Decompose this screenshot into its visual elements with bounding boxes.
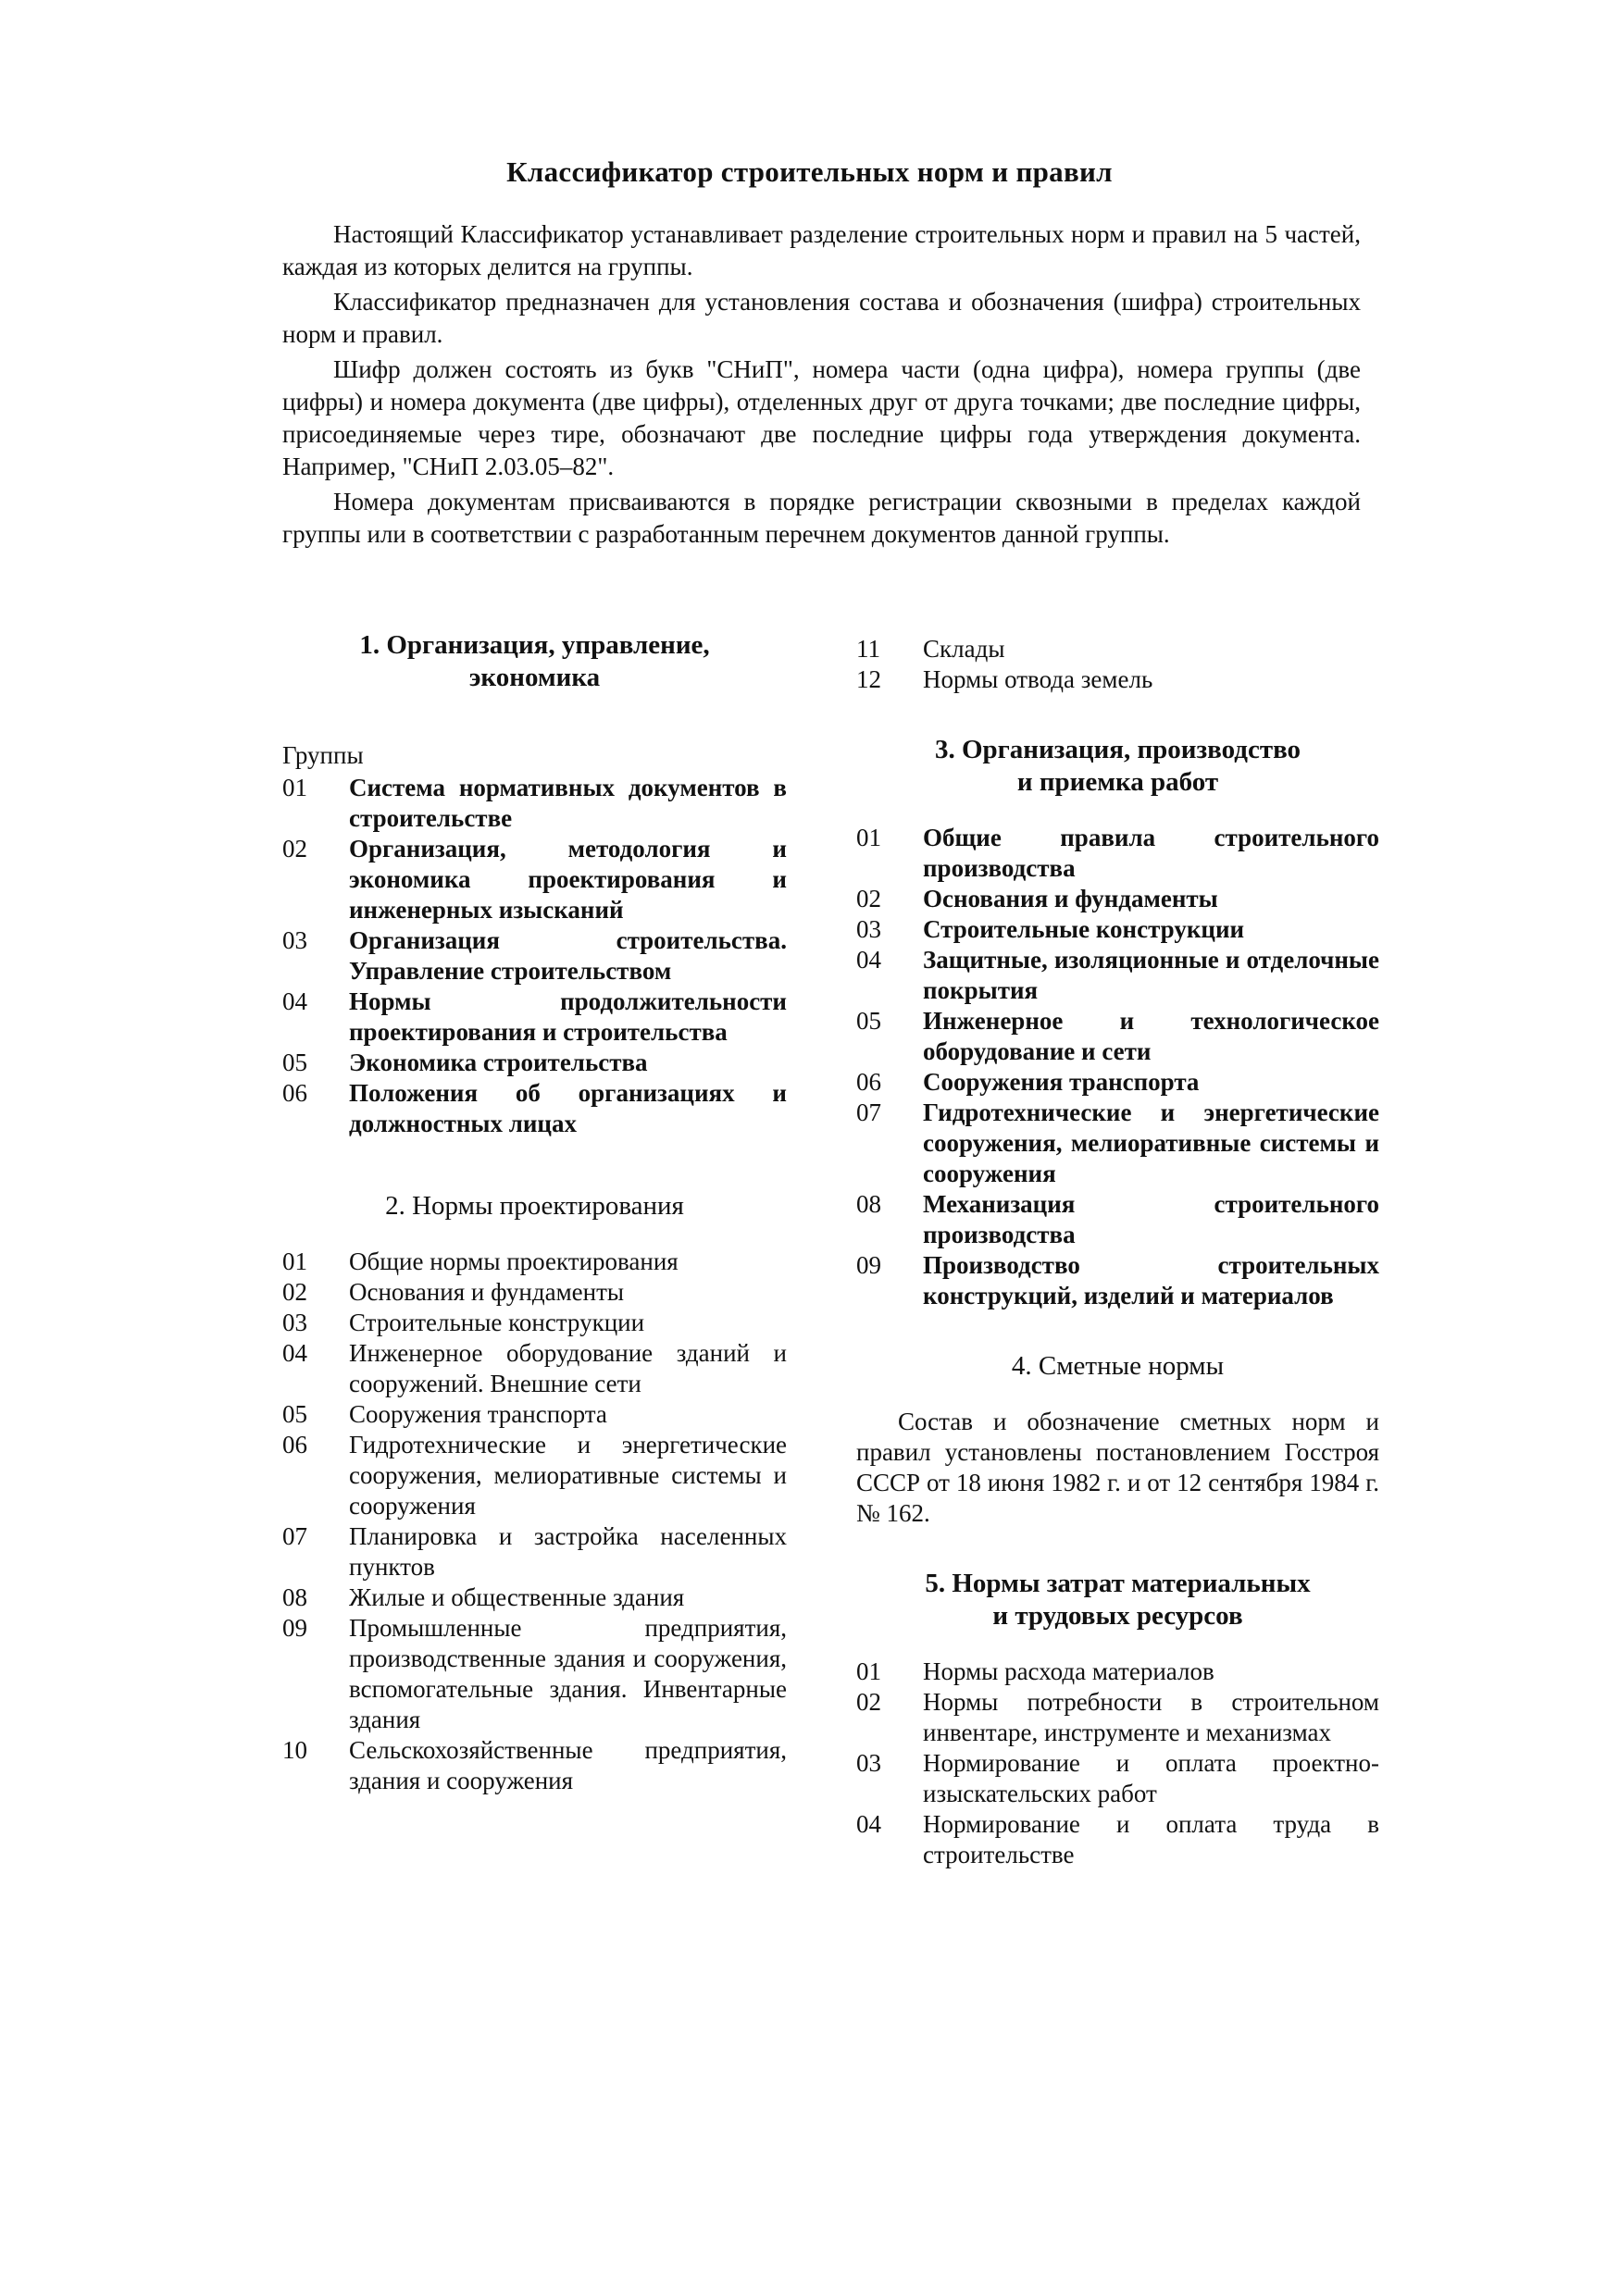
item-number: 09 (856, 1251, 881, 1279)
item-number: 02 (856, 1688, 881, 1716)
item-number: 05 (856, 1007, 881, 1035)
item-number: 03 (282, 1309, 307, 1336)
intro-paragraph: Настоящий Классификатор устанавливает разделение строительных норм и правил на 5 частей, каждая из которых делится на группы. (282, 220, 1361, 280)
list-item (282, 1399, 787, 1430)
item-text: Основания и фундаменты (349, 1278, 625, 1306)
item-number: 04 (856, 1810, 881, 1838)
list-item (856, 1006, 1379, 1067)
part3-title-line2: и приемка работ (1016, 767, 1219, 797)
part1-list (282, 773, 787, 1139)
item-number: 03 (856, 1749, 881, 1777)
item-text: Общие нормы проектирования (349, 1247, 679, 1275)
item-number: 08 (856, 1190, 881, 1218)
part5-title-line2: и трудовых ресурсов (992, 1601, 1243, 1631)
item-number: 03 (282, 926, 307, 954)
intro-block (282, 218, 1361, 553)
item-number: 06 (282, 1079, 307, 1107)
item-text: Производство строительных конструкций, изделий и материалов (923, 1251, 1379, 1309)
intro-paragraph: Шифр должен состоять из букв "СНиП", номера части (одна цифра), номера группы (две цифры) и номера документа (две цифры), отделенных друг от друга точками; две последние цифры, присоединяемые через тире, обозначают две последние цифры года утверждения документа. Например, "СНиП 2.03.05–82". (282, 355, 1361, 480)
right-column (856, 634, 1379, 1870)
item-number: 04 (282, 987, 307, 1015)
item-number: 04 (282, 1339, 307, 1367)
item-number: 05 (282, 1049, 307, 1076)
list-item (282, 834, 787, 925)
list-item (282, 1735, 787, 1796)
part3-title-line1: 3. Организация, производство (934, 735, 1301, 764)
item-text: Сооружения транспорта (923, 1068, 1200, 1096)
part4-title: 4. Сметные нормы (1011, 1351, 1225, 1381)
part1-title-line2: экономика (468, 663, 601, 692)
list-item (282, 1582, 787, 1613)
item-text: Нормы потребности в строительном инвентаре, инструменте и механизмах (923, 1688, 1379, 1746)
item-number: 10 (282, 1736, 307, 1764)
list-item (856, 1250, 1379, 1311)
part5-list (856, 1657, 1379, 1870)
item-text: Жилые и общественные здания (349, 1583, 685, 1611)
item-text: Гидротехнические и энергетические сооружения, мелиоративные системы и сооружения (923, 1098, 1379, 1187)
part5-title (856, 1568, 1379, 1632)
list-item (856, 945, 1379, 1006)
groups-label: Группы (282, 741, 364, 769)
item-number: 03 (856, 915, 881, 943)
left-column (282, 629, 787, 1796)
intro-paragraph: Номера документам присваиваются в порядке регистрации сквозными в пределах каждой группы или в соответствии с разработанным перечнем документов данной группы. (282, 488, 1361, 548)
list-item (856, 1809, 1379, 1870)
list-item (856, 664, 1379, 695)
item-text: Положения об организациях и должностных лицах (349, 1079, 787, 1137)
item-text: Общие правила строительного производства (923, 824, 1379, 882)
item-text: Склады (923, 635, 1005, 663)
item-text: Нормы продолжительности проектирования и строительства (349, 987, 787, 1046)
item-text: Нормы отвода земель (923, 665, 1153, 693)
item-number: 12 (856, 665, 881, 693)
list-item (282, 1613, 787, 1735)
item-text: Организация строительства. Управление строительством (349, 926, 787, 985)
item-text: Нормирование и оплата проектно-изыскательских работ (923, 1749, 1379, 1807)
list-item (282, 1308, 787, 1338)
list-item (856, 1687, 1379, 1748)
list-item (282, 1247, 787, 1277)
item-text: Планировка и застройка населенных пунктов (349, 1522, 787, 1581)
item-number: 01 (282, 1247, 307, 1275)
list-item (282, 925, 787, 987)
item-number: 11 (856, 635, 880, 663)
item-text: Организация, методология и экономика проектирования и инженерных изысканий (349, 835, 787, 924)
item-text: Промышленные предприятия, производственные здания и сооружения, вспомогательные здания. Инвентарные здания (349, 1614, 787, 1733)
part3-list (856, 823, 1379, 1311)
item-number: 07 (856, 1098, 881, 1126)
item-text: Сооружения транспорта (349, 1400, 607, 1428)
list-item (856, 1657, 1379, 1687)
item-number: 01 (856, 824, 881, 851)
item-text: Нормирование и оплата труда в строительстве (923, 1810, 1379, 1868)
item-number: 01 (282, 774, 307, 801)
part2-title: 2. Нормы проектирования (385, 1191, 684, 1221)
item-text: Сельскохозяйственные предприятия, здания и сооружения (349, 1736, 787, 1794)
part1-title-line1: 1. Организация, управление, (359, 630, 710, 660)
item-text: Гидротехнические и энергетические сооружения, мелиоративные системы и сооружения (349, 1431, 787, 1520)
item-number: 05 (282, 1400, 307, 1428)
list-item (856, 914, 1379, 945)
list-item (856, 1189, 1379, 1250)
item-number: 04 (856, 946, 881, 974)
item-text: Механизация строительного производства (923, 1190, 1379, 1248)
item-number: 06 (856, 1068, 881, 1096)
list-item (282, 1338, 787, 1399)
list-item (282, 773, 787, 834)
part4-text: Состав и обозначение сметных норм и правил установлены постановлением Госстроя СССР от 18 июня 1982 г. и от 12 сентября 1984 г. № 162. (856, 1408, 1379, 1527)
list-item (856, 823, 1379, 884)
item-number: 07 (282, 1522, 307, 1550)
list-item (282, 987, 787, 1048)
list-item (856, 1748, 1379, 1809)
item-text: Нормы расхода материалов (923, 1657, 1214, 1685)
item-number: 02 (856, 885, 881, 912)
item-text: Защитные, изоляционные и отделочные покрытия (923, 946, 1379, 1004)
item-number: 02 (282, 835, 307, 863)
intro-paragraph: Классификатор предназначен для установления состава и обозначения (шифра) строительных норм и правил. (282, 288, 1361, 348)
list-item (282, 1078, 787, 1139)
item-number: 09 (282, 1614, 307, 1642)
item-text: Экономика строительства (349, 1049, 648, 1076)
item-number: 02 (282, 1278, 307, 1306)
part3-title (856, 734, 1379, 799)
list-item (856, 1098, 1379, 1189)
item-number: 06 (282, 1431, 307, 1458)
part5-title-line1: 5. Нормы затрат материальных (925, 1569, 1311, 1598)
item-text: Строительные конструкции (923, 915, 1245, 943)
list-item (282, 1048, 787, 1078)
item-text: Система нормативных документов в строительстве (349, 774, 787, 832)
part2-list (282, 1247, 787, 1796)
part2-list-continued (856, 634, 1379, 695)
item-number: 01 (856, 1657, 881, 1685)
item-text: Инженерное и технологическое оборудование и сети (923, 1007, 1379, 1065)
page-title: Классификатор строительных норм и правил (506, 155, 1113, 188)
item-text: Основания и фундаменты (923, 885, 1218, 912)
item-text: Строительные конструкции (349, 1309, 645, 1336)
item-text: Инженерное оборудование зданий и сооружений. Внешние сети (349, 1339, 787, 1397)
part1-title (282, 629, 787, 694)
list-item (282, 1277, 787, 1308)
list-item (856, 1067, 1379, 1098)
list-item (856, 884, 1379, 914)
list-item (282, 1521, 787, 1582)
item-number: 08 (282, 1583, 307, 1611)
list-item (282, 1430, 787, 1521)
list-item (856, 634, 1379, 664)
